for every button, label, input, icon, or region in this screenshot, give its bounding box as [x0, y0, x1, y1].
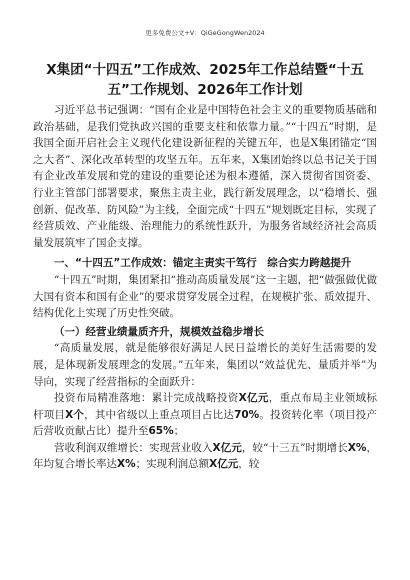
bold-value: X亿元: [209, 458, 239, 471]
text-run: ，较“十三五”时期增长: [241, 441, 348, 454]
bold-value: X亿元: [212, 441, 242, 454]
revenue-paragraph: [33, 440, 377, 473]
bold-value: X%: [347, 441, 367, 454]
text-run: ；: [173, 425, 185, 438]
text-run: ，较: [238, 458, 260, 471]
text-run: ，重点布局主业领域标杆项目: [33, 392, 377, 421]
document-title: [40, 60, 370, 100]
text-run: 营收利润双维增长：实现营业收入: [54, 441, 213, 454]
bold-value: 70%: [234, 408, 260, 421]
text-run: ；实现利润总额: [135, 458, 210, 471]
subsection-1-paragraph: “高质量发展，就是能够很好满足人民日益增长的美好生活需要的发展，是体现新发展理念的发展。”五年来，集团以“效益优先、量质并举”为导向，实现了经营指标的全面跃升：: [33, 342, 377, 388]
investment-paragraph: [33, 390, 377, 440]
header-note: 更多免费公文+V：QiGeGongWen2024: [145, 29, 265, 37]
bold-value: X个: [65, 408, 85, 421]
text-run: ，其中省级以上重点项目占比达: [84, 408, 235, 421]
title-line-1: X集团“十四五”工作成效、2025年工作总结暨“十五: [46, 62, 364, 78]
bold-value: X%: [117, 458, 136, 471]
section-1-paragraph: “十四五”时期，集团紧扣“推动高质量发展”这一主题，把“做强做优做大国有资本和国有企业”的要求贯穿发展全过程，在规模扩张、质效提升、结构优化上实现了历史性突破。: [33, 273, 377, 320]
text-run: ，年均复合增长率达: [33, 441, 378, 471]
intro-paragraph: 习近平总书记强调：“国有企业是中国特色社会主义的重要物质基础和政治基础，是我们党执政兴国的重要支柱和依靠力量。”“十四五”时期，是我国全面开启社会主义现代化建设新征程的关键五年，也是X集团锚定“国之大者”、深化改革转型的攻坚五年。五年来，X集团始终以总书记关于国有企业改革发展和党的建设的重要论述为根本遵循，深入贯彻省国资委、行业主管部门部署要求，聚焦主责主业，践行新发展理念，以“稳增长、强创新、促改革、防风险”为主线，全面完成“十四五”规划既定目标，实现了经营质效、产业能级、治理能力的系统性跃升，为服务省域经济社会高质量发展筑牢了国企支撑。: [33, 104, 377, 249]
section-heading-1: 一、“十四五”工作成效：锚定主责实干笃行 综合实力跨越提升: [54, 257, 352, 270]
subsection-heading-1: （一）经营业绩量质齐升，规模效益稳步增长: [54, 325, 264, 338]
title-line-2: 五”工作规划、2026年工作计划: [107, 82, 303, 98]
text-run: 。投资转化率（项目投产后营收贡献占比）提升至: [33, 408, 377, 438]
text-run: 投资布局精准落地：累计完成战略投资: [54, 392, 239, 405]
bold-value: X亿元: [238, 392, 269, 405]
document-body: [33, 102, 377, 473]
bold-value: 65%: [148, 425, 174, 438]
